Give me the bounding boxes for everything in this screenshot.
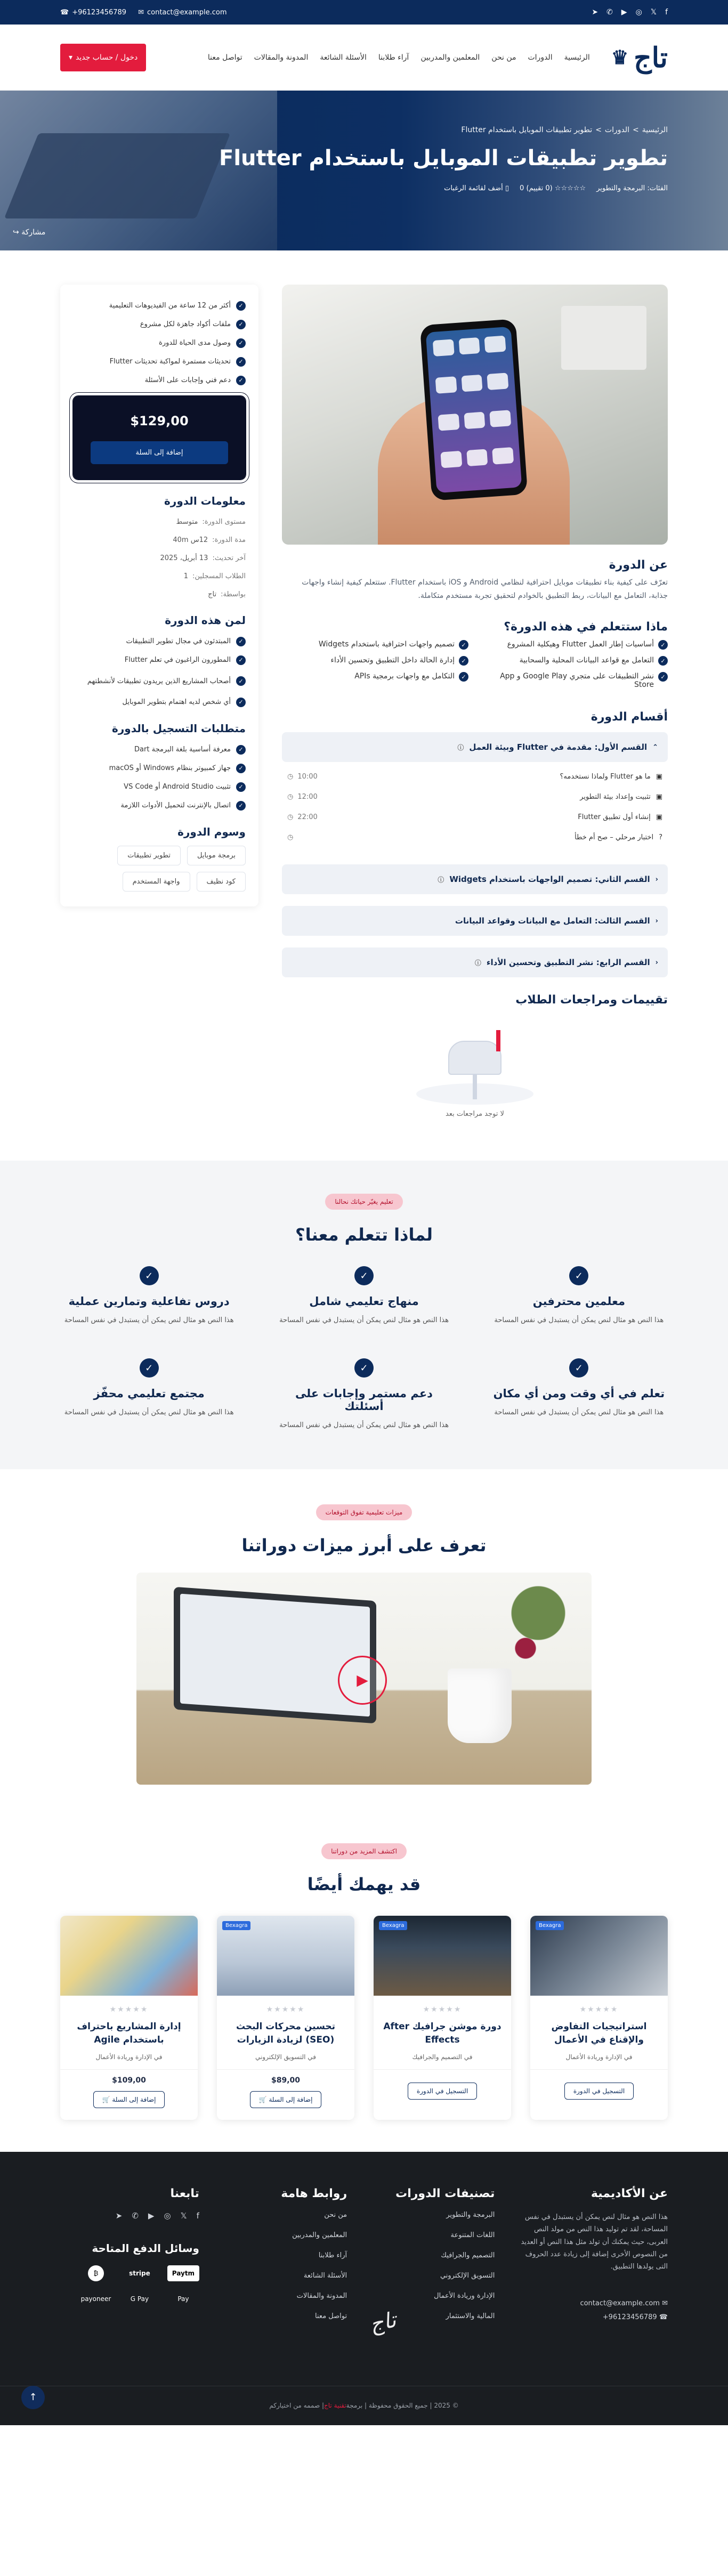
course-hero <box>0 91 728 250</box>
course-sidebar <box>60 285 258 906</box>
check-icon: ✓ <box>236 637 246 646</box>
instagram-icon[interactable]: ◎ <box>635 8 642 17</box>
category-link[interactable]: البرمجة والتطوير <box>596 184 645 192</box>
phone-icon: ☎ <box>659 2313 668 2321</box>
lesson-row[interactable]: ▣ ما هو Flutter ولماذا نستخدمه؟ 10:00 ◷ <box>287 772 662 781</box>
learn-heading: ماذا ستتعلم في هذه الدورة؟ <box>504 620 668 634</box>
share-button[interactable]: مشاركة ↪ <box>13 228 46 237</box>
whatsapp-icon[interactable]: ✆ <box>132 2210 139 2221</box>
video-icon: ▣ <box>656 792 662 801</box>
quiz-icon: ? <box>659 833 662 841</box>
list-item: ✓ اتصال بالإنترنت لتحميل الأدوات اللازمة <box>73 796 246 815</box>
nav-home[interactable]: الرئيسية <box>564 53 590 62</box>
course-cover-image <box>282 285 668 545</box>
footer-link[interactable]: من نحن <box>324 2210 347 2219</box>
check-icon: ✓ <box>658 640 668 650</box>
site-footer <box>0 2152 728 2425</box>
check-icon: ✓ <box>236 801 246 811</box>
footer-about: عن الأكاديمية هذا النص هو مثال لنص يمكن أن يستبدل في نفس المساحة، لقد تم توليد هذا النص من مولد النص العربى، حيث يمكنك أن تولد مثل هذا النص أو العديد من النصوص الأخرى إضافة إلى زيادة عدد الحروف التى يولدها التطبيق. contact@example.com ✉ +96123456789 ☎ <box>516 2187 668 2332</box>
mail-icon: ✉ <box>138 8 144 17</box>
nav-testimonials[interactable]: آراء طلابنا <box>378 53 409 62</box>
play-icon[interactable]: ▶ <box>338 1656 387 1705</box>
course-title: تطوير تطبيقات الموبايل باستخدام Flutter <box>219 146 668 171</box>
learn-item: ✓ نشر التطبيقات على متجري Google Play و App Store <box>481 672 668 689</box>
list-item: ✓ أكثر من 12 ساعة من الفيديوهات التعليمية <box>73 296 246 315</box>
footer-socials <box>60 2211 199 2221</box>
signature-logo: تاج <box>367 2307 399 2337</box>
check-icon: ✓ <box>236 655 246 665</box>
check-icon: ✓ <box>140 1358 159 1378</box>
tag-clean-code[interactable]: كود نظيف <box>197 872 246 892</box>
about-heading: عن الدورة <box>609 558 668 572</box>
footer-cat-link[interactable]: اللغات المتنوعة <box>450 2231 495 2239</box>
lesson-list <box>282 762 668 849</box>
nav-blog[interactable]: المدونة والمقالات <box>254 53 309 62</box>
curriculum-section-2[interactable]: ‹ القسم الثاني: تصميم الواجهات باستخدام Widgets ⓘ <box>282 864 668 894</box>
audience-heading: لمن هذه الدورة <box>165 614 246 627</box>
why-section <box>0 1161 728 1469</box>
phone-icon: ☎ <box>60 8 69 17</box>
youtube-icon[interactable]: ▶ <box>148 2210 155 2221</box>
check-icon: ✓ <box>569 1266 588 1285</box>
footer-email[interactable]: contact@example.com ✉ <box>580 2299 668 2307</box>
features-pill: ميزات تعليمية تفوق التوقعات <box>316 1504 412 1520</box>
requirements-list <box>73 740 246 815</box>
info-row: آخر تحديث: 13 أبريل، 2025 <box>160 554 246 562</box>
check-icon: ✓ <box>236 764 246 773</box>
course-main <box>0 250 728 1129</box>
reviews-heading: تقييمات ومراجعات الطلاب <box>515 993 668 1007</box>
site-logo[interactable]: تاج ♛ <box>611 41 668 74</box>
learn-item: ✓ تصميم واجهات احترافية باستخدام Widgets <box>282 640 468 650</box>
footer-contact <box>516 2297 668 2324</box>
breadcrumb-current: تطوير تطبيقات الموبايل باستخدام Flutter <box>461 126 593 134</box>
course-card[interactable]: ★★★★★ إدارة المشاريع باحتراف باستخدام Agile في الإدارة وريادة الأعمال $109,00 إضافة إلى السلة 🛒 <box>60 1916 198 2120</box>
nav-faq[interactable]: الأسئلة الشائعة <box>320 53 367 62</box>
info-row: مدة الدورة: 12س 40m <box>173 536 246 544</box>
footer-link[interactable]: المدونة والمقالات <box>296 2291 347 2300</box>
course-card-image <box>60 1916 198 1996</box>
check-icon: ✓ <box>236 782 246 792</box>
clock-icon: ◷ <box>287 772 294 781</box>
feature-item: ✓ دعم مستمر وإجابات على أسئلتك هذا النص هو مثال لنص يمكن أن يستبدل في نفس المساحة <box>275 1358 452 1431</box>
video-icon: ▣ <box>656 813 662 821</box>
list-item: ✓ وصول مدى الحياة للدورة <box>73 334 246 352</box>
share-icon: ↪ <box>13 228 19 237</box>
why-heading: لماذا تتعلم معنا؟ <box>295 1225 433 1245</box>
clock-icon: ◷ <box>287 833 294 841</box>
info-row: الطلاب المسجلين: 1 <box>183 572 246 580</box>
enroll-button[interactable]: التسجيل في الدورة <box>408 2083 477 2100</box>
clock-icon: ◷ <box>287 792 294 801</box>
info-icon: ⓘ <box>457 743 464 751</box>
info-icon: ⓘ <box>474 959 481 967</box>
copyright-bar: © 2025 | جميع الحقوق محفوظة | برمجة تقنية تاج | صممه من اختياركم <box>0 2386 728 2425</box>
payoneer-icon: payoneer <box>80 2295 111 2303</box>
info-row: بواسطة: تاج <box>208 590 246 598</box>
chevron-left-icon: ‹ <box>655 958 658 967</box>
facebook-icon[interactable]: f <box>665 8 668 17</box>
curriculum-heading: أقسام الدورة <box>591 710 668 724</box>
top-email[interactable]: ✉ contact@example.com <box>138 8 227 17</box>
learn-list <box>282 640 668 689</box>
list-item: ✓ المطورون الراغبون في تعلم Flutter <box>73 651 246 669</box>
check-icon: ✓ <box>236 320 246 329</box>
feature-item: ✓ دروس تفاعلية وتمارين عملية هذا النص هو مثال لنص يمكن أن يستبدل في نفس المساحة <box>60 1266 238 1326</box>
tag-user-interface[interactable]: واجهة المستخدم <box>123 872 190 892</box>
chevron-left-icon: ‹ <box>655 917 658 925</box>
learn-item: ✓ التعامل مع قواعد البيانات المحلية والسحابية <box>481 656 668 666</box>
footer-link[interactable]: المعلمين والمدربين <box>292 2231 347 2239</box>
includes-list <box>73 296 246 390</box>
footer-link[interactable]: تواصل معنا <box>315 2312 347 2320</box>
feature-item: ✓ معلمين محترفين هذا النص هو مثال لنص يمكن أن يستبدل في نفس المساحة <box>490 1266 668 1326</box>
instagram-icon[interactable]: ◎ <box>164 2210 171 2221</box>
breadcrumb: الرئيسية > الدورات > تطوير تطبيقات الموبايل باستخدام Flutter <box>461 126 668 134</box>
feature-item: ✓ مجتمع تعليمي محفّز هذا النص هو مثال لنص يمكن أن يستبدل في نفس المساحة <box>60 1358 238 1431</box>
paytm-icon: Paytm <box>167 2265 199 2281</box>
check-icon: ✓ <box>236 338 246 348</box>
check-icon: ✓ <box>569 1358 588 1378</box>
related-heading: قد يهمك أيضًا <box>307 1874 421 1894</box>
lesson-row[interactable]: ▣ تثبيت وإعداد بيئة التطوير 12:00 ◷ <box>287 792 662 801</box>
curriculum-section-1[interactable]: ⌃ القسم الأول: مقدمة في Flutter وبيئة العمل ⓘ <box>282 732 668 762</box>
info-heading: معلومات الدورة <box>164 495 246 507</box>
check-icon: ✓ <box>236 676 246 686</box>
star-icon: ★★★★★ <box>423 2005 462 2014</box>
top-phone[interactable]: ☎ +96123456789 <box>60 8 127 17</box>
related-section <box>0 1817 728 2152</box>
check-icon: ✓ <box>236 745 246 755</box>
features-video-section <box>0 1469 728 1817</box>
about-text: تعرّف على كيفية بناء تطبيقات موبايل احترافية لنظامي Android و iOS باستخدام Flutter. ستتعلم كيفية إنشاء واجهات جذابة، التعامل مع البيانات، ربط التطبيق بالخوادم لتحقيق تجربة مستخدم متكاملة. <box>302 578 668 600</box>
list-item: ✓ دعم فني وإجابات على الأسئلة <box>73 371 246 390</box>
main-nav <box>146 53 611 62</box>
footer-links: روابط هامة من نحن المعلمين والمدربين آراء طلابنا الأسئلة الشائعة المدونة والمقالات تواصل معنا <box>281 2186 347 2320</box>
feature-item: ✓ منهاج تعليمي شامل هذا النص هو مثال لنص يمكن أن يستبدل في نفس المساحة <box>275 1266 452 1326</box>
reviews-empty-text: لا توجد مراجعات بعد <box>446 1110 504 1118</box>
cart-icon: 🛒 <box>258 2095 267 2103</box>
list-item: ✓ ملفات أكواد جاهزة لكل مشروع <box>73 315 246 334</box>
list-item: ✓ تثبيت Android Studio أو VS Code <box>73 777 246 796</box>
check-icon: ✓ <box>459 672 468 682</box>
related-courses <box>60 1916 668 2120</box>
nav-contact[interactable]: تواصل معنا <box>207 53 242 62</box>
why-grid <box>60 1266 668 1432</box>
list-item: ✓ المبتدئون في مجال تطوير التطبيقات <box>73 632 246 651</box>
check-icon: ✓ <box>459 656 468 666</box>
tag-mobile-programming[interactable]: برمجة موبايل <box>187 846 246 865</box>
footer-cat-link[interactable]: الإدارة وريادة الأعمال <box>434 2291 495 2300</box>
star-icon: ★★★★★ <box>266 2005 305 2014</box>
info-icon: ⓘ <box>438 876 444 884</box>
rating-meta: ☆☆☆☆☆ (0 تقييم) 0 <box>520 184 586 192</box>
top-contact <box>60 9 227 17</box>
list-item: ✓ أي شخص لديه اهتمام بتطوير الموبايل <box>73 693 246 711</box>
check-icon: ✓ <box>354 1358 374 1378</box>
check-icon: ✓ <box>459 640 468 650</box>
feature-item: ✓ تعلم في أي وقت ومن أي مكان هذا النص هو مثال لنص يمكن أن يستبدل في نفس المساحة <box>490 1358 668 1431</box>
why-pill: تعليم يغيّر حياتك نحالنا <box>325 1194 402 1210</box>
check-icon: ✓ <box>236 376 246 385</box>
learn-item: ✓ إدارة الحالة داخل التطبيق وتحسين الأداء <box>282 656 468 666</box>
x-icon[interactable]: 𝕏 <box>650 8 657 17</box>
facebook-icon[interactable]: f <box>196 2210 199 2221</box>
course-card[interactable]: Bexagra ★★★★★ استراتيجيات التفاوض والإقناع في الأعمال في الإدارة وريادة الأعمال التسجيل في الدورة <box>530 1916 668 2120</box>
audience-list <box>73 632 246 711</box>
wishlist-button[interactable]: ▯ أضف لقائمة الرغبات <box>444 184 509 192</box>
add-to-cart-button[interactable]: إضافة إلى السلة 🛒 <box>93 2091 165 2108</box>
add-to-cart-button[interactable]: إضافة إلى السلة <box>91 441 228 464</box>
tag-list <box>73 846 246 892</box>
curriculum-section-4[interactable]: ‹ القسم الرابع: نشر التطبيق وتحسين الأداء ⓘ <box>282 947 668 977</box>
course-card-image: Bexagra <box>374 1916 511 1996</box>
mail-icon: ✉ <box>662 2299 668 2307</box>
footer-cat-link[interactable]: التصميم والجرافيك <box>441 2251 495 2259</box>
mailbox-illustration <box>416 1025 533 1105</box>
whatsapp-icon[interactable]: ✆ <box>606 8 613 17</box>
course-content <box>282 285 668 1129</box>
arrow-up-icon: ↑ <box>29 2392 37 2403</box>
course-price: $129,00 <box>130 414 189 428</box>
tags-heading: وسوم الدورة <box>177 825 246 838</box>
features-video[interactable] <box>136 1573 592 1785</box>
check-icon: ✓ <box>236 698 246 707</box>
google-pay-icon: G Pay <box>130 2295 149 2303</box>
footer-follow: تابعنا f 𝕏 ◎ ▶ ✆ ➤ وسائل الدفع المتاحة Paytm stripe ₿ Pay G Pay payoneer <box>60 2187 199 2332</box>
lesson-row[interactable]: ? اختبار مرحلي – صح أم خطأ ◷ <box>287 833 662 841</box>
breadcrumb-courses[interactable]: الدورات <box>604 126 630 134</box>
footer-cat-link[interactable]: التسويق الإلكتروني <box>440 2271 495 2280</box>
cart-icon: 🛒 <box>102 2095 110 2103</box>
x-icon[interactable]: 𝕏 <box>180 2210 187 2221</box>
footer-cat-link[interactable]: المالية والاستثمار <box>446 2312 495 2320</box>
check-icon: ✓ <box>354 1266 374 1285</box>
clock-icon: ◷ <box>287 813 294 821</box>
footer-categories: تصنيفات الدورات البرمجة والتطوير اللغات المتنوعة التصميم والجرافيك التسويق الإلكتروني الإدارة وريادة الأعمال المالية والاستثمار <box>395 2186 495 2320</box>
video-icon: ▣ <box>656 772 662 781</box>
youtube-icon[interactable]: ▶ <box>621 8 627 17</box>
scroll-top-button[interactable] <box>21 2386 45 2409</box>
login-button[interactable]: دخول / حساب جديد ▾ <box>60 44 146 71</box>
telegram-icon[interactable]: ➤ <box>592 8 598 17</box>
course-meta <box>60 184 668 192</box>
bitcoin-icon: ₿ <box>88 2265 104 2281</box>
footer-cat-link[interactable]: البرمجة والتطوير <box>446 2210 495 2219</box>
features-heading: تعرف على أبرز ميزات دوراتنا <box>241 1535 487 1556</box>
breadcrumb-home[interactable]: الرئيسية <box>642 126 668 134</box>
star-icon: ★★★★★ <box>579 2005 619 2014</box>
check-icon: ✓ <box>140 1266 159 1285</box>
top-socials <box>592 8 668 17</box>
stripe-icon: stripe <box>129 2269 150 2277</box>
list-item: ✓ جهاز كمبيوتر بنظام Windows أو macOS <box>73 759 246 777</box>
list-item: ✓ معرفة أساسية بلغة البرمجة Dart <box>73 740 246 759</box>
chevron-up-icon: ⌃ <box>652 743 658 751</box>
enroll-button[interactable]: التسجيل في الدورة <box>564 2083 634 2100</box>
bookmark-icon: ▯ <box>505 184 509 192</box>
nav-about[interactable]: من نحن <box>491 53 516 62</box>
course-card-image: Bexagra <box>217 1916 354 1996</box>
reviews-empty-state <box>282 1025 668 1118</box>
curriculum-section-3[interactable]: ‹ القسم الثالث: التعامل مع البيانات وقواعد البيانات <box>282 906 668 936</box>
check-icon: ✓ <box>236 301 246 311</box>
apple-pay-icon: Pay <box>177 2295 189 2303</box>
star-icon: ★★★★★ <box>109 2005 149 2014</box>
course-card[interactable]: Bexagra ★★★★★ تحسين محركات البحث (SEO) لزيادة الزيارات في التسويق الإلكتروني $89,00 إضافة إلى السلة 🛒 <box>217 1916 354 2120</box>
nav-courses[interactable]: الدورات <box>528 53 553 62</box>
top-bar <box>0 0 728 25</box>
check-icon: ✓ <box>236 357 246 367</box>
chevron-down-icon: ▾ <box>69 53 73 62</box>
payment-methods <box>60 2265 199 2307</box>
add-to-cart-button[interactable]: إضافة إلى السلة 🛒 <box>250 2091 322 2108</box>
learn-item: ✓ التكامل مع واجهات برمجية APIs <box>282 672 468 689</box>
check-icon: ✓ <box>658 656 668 666</box>
crown-icon: ♛ <box>611 46 629 69</box>
list-item: ✓ تحديثات مستمرة لمواكبة تحديثات Flutter <box>73 352 246 371</box>
tag-app-development[interactable]: تطوير تطبيقات <box>117 846 181 865</box>
telegram-icon[interactable]: ➤ <box>115 2210 123 2221</box>
sidebar-card <box>60 285 258 906</box>
nav-teachers[interactable]: المعلمين والمدربين <box>420 53 480 62</box>
course-card[interactable]: Bexagra ★★★★★ دورة موشن جرافيك After Effects في التصميم والجرافيك التسجيل في الدورة <box>374 1916 511 2120</box>
category-meta: الفئات: البرمجة والتطوير <box>596 184 668 192</box>
list-item: ✓ أصحاب المشاريع الذين يريدون تطبيقات لأنشطتهم <box>73 669 246 693</box>
check-icon: ✓ <box>658 672 668 682</box>
info-row: مستوى الدورة: متوسط <box>176 517 246 526</box>
star-icon: ☆☆☆☆☆ <box>554 184 586 192</box>
lesson-row[interactable]: ▣ إنشاء أول تطبيق Flutter 22:00 ◷ <box>287 813 662 821</box>
footer-link[interactable]: الأسئلة الشائعة <box>303 2271 347 2280</box>
course-card-image: Bexagra <box>530 1916 668 1996</box>
developer-link[interactable]: تقنية تاج <box>324 2402 346 2410</box>
related-pill: اكتشف المزيد من دوراتنا <box>321 1843 407 1859</box>
price-box <box>73 396 246 480</box>
footer-link[interactable]: آراء طلابنا <box>318 2251 347 2259</box>
learn-item: ✓ أساسيات إطار العمل Flutter وهيكلية المشروع <box>481 640 668 650</box>
footer-phone[interactable]: +96123456789 ☎ <box>602 2313 668 2321</box>
chevron-left-icon: ‹ <box>655 875 658 884</box>
site-header <box>0 25 728 91</box>
requirements-heading: متطلبات التسجيل بالدورة <box>111 722 246 735</box>
course-info <box>73 513 246 603</box>
